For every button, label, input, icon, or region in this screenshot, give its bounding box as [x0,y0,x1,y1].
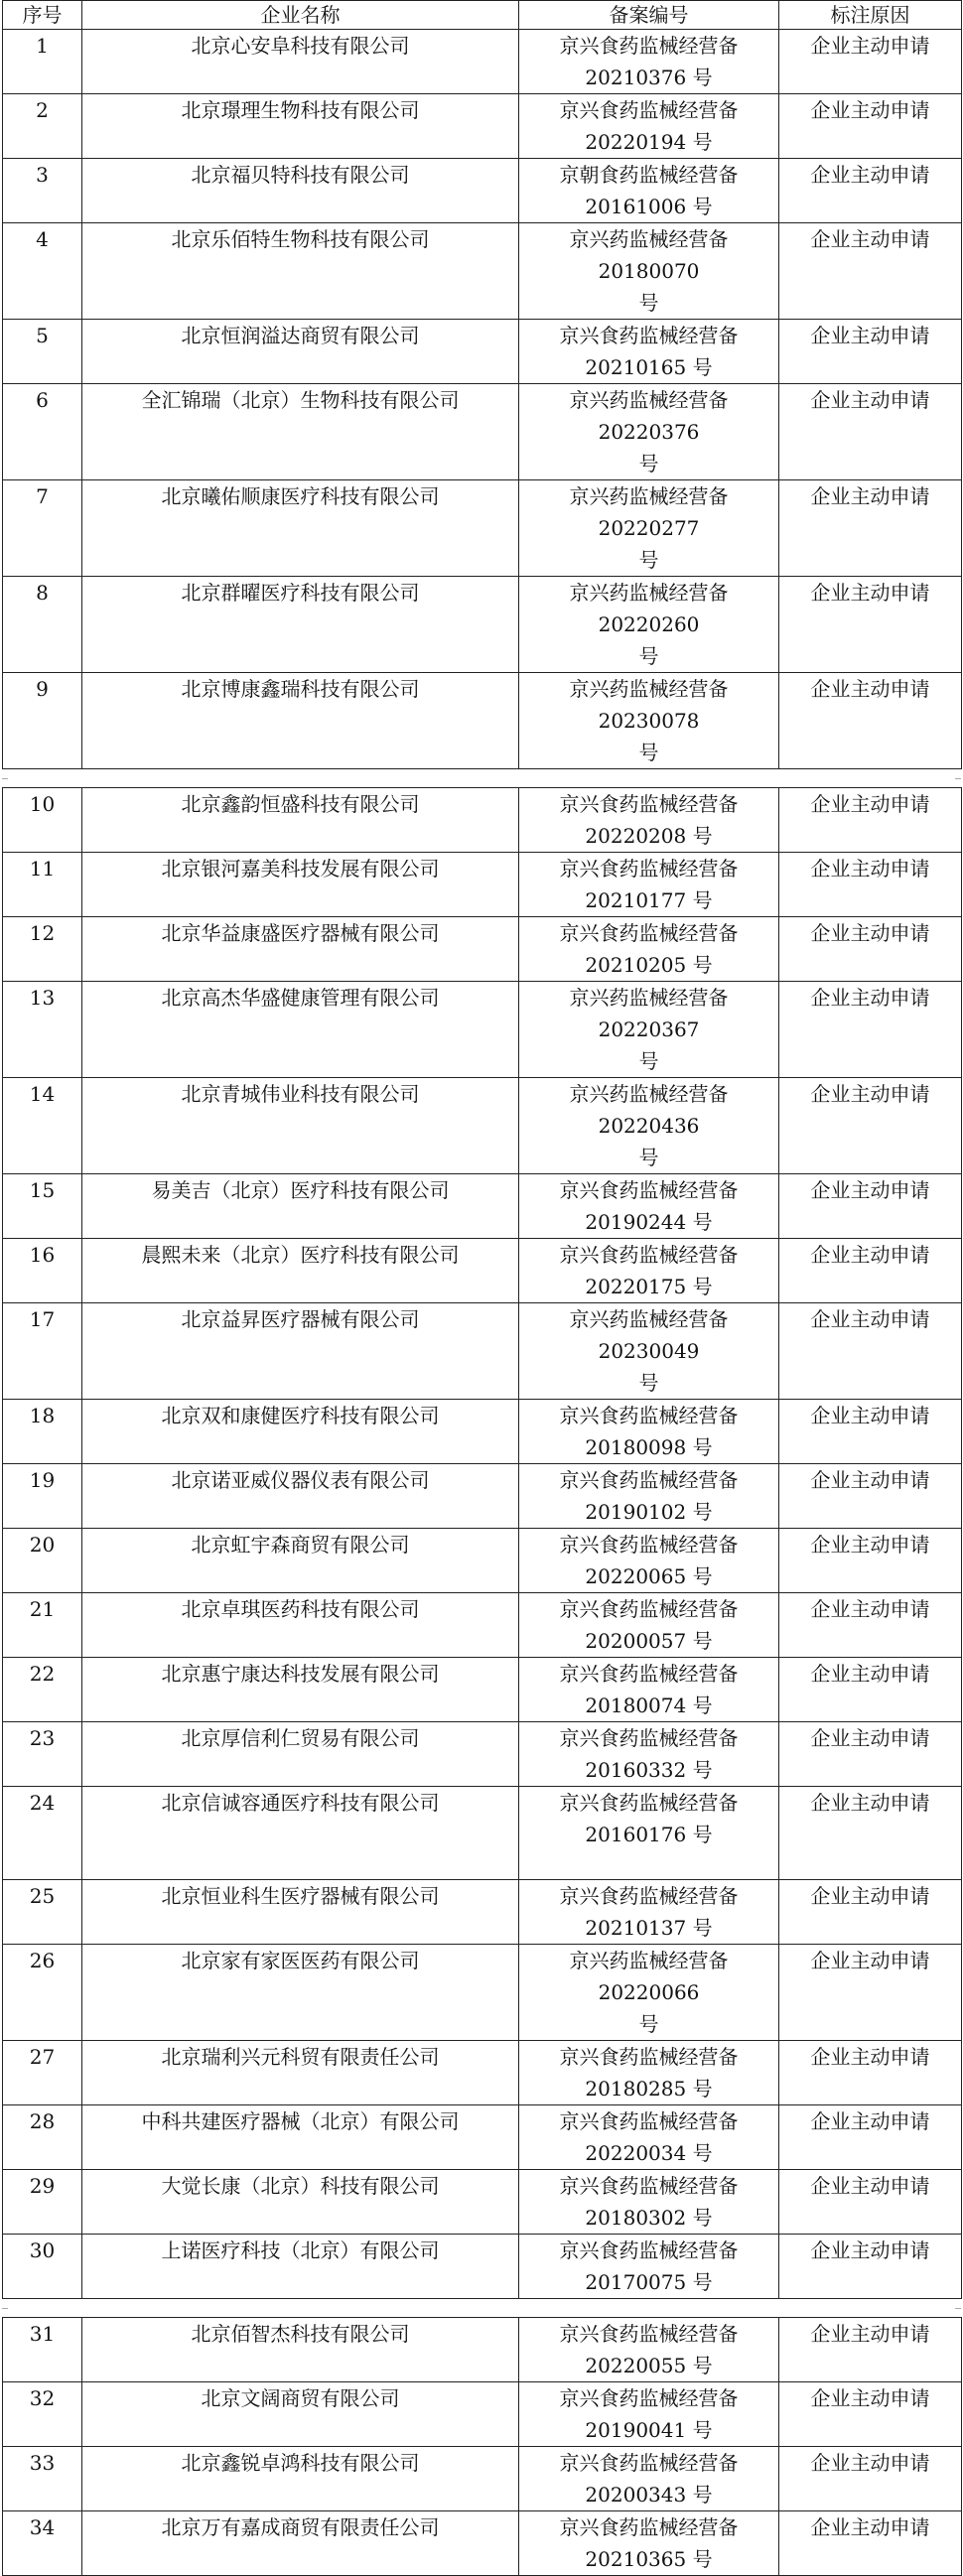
mark-reason: 企业主动申请 [779,2235,962,2299]
record-number: 京兴药监械经营备 20230049 号 [519,1303,779,1400]
mark-reason: 企业主动申请 [779,2382,962,2447]
table-row [3,320,962,384]
row-index: 34 [3,2511,82,2576]
row-index: 26 [3,1945,82,2041]
row-index: 7 [3,480,82,577]
table-row [3,2105,962,2170]
company-name: 北京博康鑫瑞科技有限公司 [82,673,519,769]
company-name: 中科共建医疗器械（北京）有限公司 [82,2105,519,2170]
record-number: 京兴食药监械经营备 20190244 号 [519,1174,779,1239]
record-number: 京兴食药监械经营备 20220065 号 [519,1529,779,1593]
table-row [3,853,962,917]
row-index: 24 [3,1787,82,1880]
row-index: 5 [3,320,82,384]
row-index: 31 [3,2318,82,2382]
record-number: 京兴食药监械经营备 20200057 号 [519,1593,779,1658]
mark-reason: 企业主动申请 [779,1880,962,1945]
mark-reason: 企业主动申请 [779,788,962,853]
table-row [3,2170,962,2235]
header-company-name: 企业名称 [82,1,519,30]
company-name: 北京厚信利仁贸易有限公司 [82,1722,519,1787]
record-number: 京兴食药监械经营备 20170075 号 [519,2235,779,2299]
table-block-2 [2,787,962,2299]
row-index: 30 [3,2235,82,2299]
row-index: 23 [3,1722,82,1787]
record-number: 京兴食药监械经营备 20210165 号 [519,320,779,384]
record-number: 京朝食药监械经营备 20161006 号 [519,159,779,223]
table-body [3,2318,962,2576]
table-row [3,917,962,982]
table-row [3,2447,962,2511]
mark-reason: 企业主动申请 [779,1239,962,1303]
record-number: 京兴食药监械经营备 20210205 号 [519,917,779,982]
mark-reason: 企业主动申请 [779,577,962,673]
table-row [3,673,962,769]
company-name: 北京信诚容通医疗科技有限公司 [82,1787,519,1880]
header-record-number: 备案编号 [519,1,779,30]
document [2,0,963,2576]
row-index: 25 [3,1880,82,1945]
table-row [3,223,962,320]
mark-reason: 企业主动申请 [779,2170,962,2235]
mark-reason: 企业主动申请 [779,1945,962,2041]
company-name: 易美吉（北京）医疗科技有限公司 [82,1174,519,1239]
table-row [3,2382,962,2447]
row-index: 14 [3,1078,82,1174]
row-index: 8 [3,577,82,673]
table-row [3,2318,962,2382]
company-name: 北京青城伟业科技有限公司 [82,1078,519,1174]
record-number: 京兴药监械经营备 20230078 号 [519,673,779,769]
company-name: 北京璟理生物科技有限公司 [82,94,519,159]
company-name: 全汇锦瑞（北京）生物科技有限公司 [82,384,519,480]
row-index: 19 [3,1464,82,1529]
company-name: 大觉长康（北京）科技有限公司 [82,2170,519,2235]
company-name: 北京银河嘉美科技发展有限公司 [82,853,519,917]
company-name: 北京益昇医疗器械有限公司 [82,1303,519,1400]
table-row [3,1174,962,1239]
record-number: 京兴食药监械经营备 20190041 号 [519,2382,779,2447]
table-row [3,30,962,94]
company-name: 北京瑞利兴元科贸有限责任公司 [82,2041,519,2105]
row-index: 11 [3,853,82,917]
row-index: 27 [3,2041,82,2105]
mark-reason: 企业主动申请 [779,982,962,1078]
mark-reason: 企业主动申请 [779,1722,962,1787]
header-index: 序号 [3,1,82,30]
record-number: 京兴食药监械经营备 20180285 号 [519,2041,779,2105]
table-row [3,1303,962,1400]
table-header-row [3,1,962,30]
record-number: 京兴药监械经营备 20220260 号 [519,577,779,673]
table-row [3,480,962,577]
table-row [3,1658,962,1722]
row-index: 10 [3,788,82,853]
row-index: 2 [3,94,82,159]
mark-reason: 企业主动申请 [779,853,962,917]
page-corner-mark [955,778,961,779]
company-name: 北京家有家医医药有限公司 [82,1945,519,2041]
record-number: 京兴食药监械经营备 20220175 号 [519,1239,779,1303]
mark-reason: 企业主动申请 [779,2447,962,2511]
page-corner-mark [2,778,8,779]
record-number: 京兴药监械经营备 20220436 号 [519,1078,779,1174]
row-index: 12 [3,917,82,982]
table-row [3,1787,962,1880]
company-name: 晨熙未来（北京）医疗科技有限公司 [82,1239,519,1303]
table-row [3,982,962,1078]
mark-reason: 企业主动申请 [779,1464,962,1529]
row-index: 28 [3,2105,82,2170]
mark-reason: 企业主动申请 [779,1174,962,1239]
company-name: 北京鑫韵恒盛科技有限公司 [82,788,519,853]
table-row [3,2041,962,2105]
record-number: 京兴食药监械经营备 20160176 号 [519,1787,779,1880]
table-row [3,159,962,223]
row-index: 9 [3,673,82,769]
table-row [3,1078,962,1174]
row-index: 4 [3,223,82,320]
company-name: 北京卓琪医药科技有限公司 [82,1593,519,1658]
mark-reason: 企业主动申请 [779,917,962,982]
record-number: 京兴食药监械经营备 20220194 号 [519,94,779,159]
mark-reason: 企业主动申请 [779,223,962,320]
row-index: 15 [3,1174,82,1239]
row-index: 33 [3,2447,82,2511]
record-number: 京兴食药监械经营备 20160332 号 [519,1722,779,1787]
record-number: 京兴食药监械经营备 20220034 号 [519,2105,779,2170]
record-number: 京兴食药监械经营备 20200343 号 [519,2447,779,2511]
mark-reason: 企业主动申请 [779,2318,962,2382]
mark-reason: 企业主动申请 [779,1400,962,1464]
record-number: 京兴食药监械经营备 20190102 号 [519,1464,779,1529]
row-index: 22 [3,1658,82,1722]
table-row [3,1945,962,2041]
mark-reason: 企业主动申请 [779,94,962,159]
mark-reason: 企业主动申请 [779,2105,962,2170]
record-number: 京兴药监械经营备 20220277 号 [519,480,779,577]
record-number: 京兴食药监械经营备 20220208 号 [519,788,779,853]
row-index: 20 [3,1529,82,1593]
company-name: 北京华益康盛医疗器械有限公司 [82,917,519,982]
page-break [2,769,963,787]
mark-reason: 企业主动申请 [779,30,962,94]
table-row [3,1529,962,1593]
table-row [3,384,962,480]
company-name: 北京诺亚威仪器仪表有限公司 [82,1464,519,1529]
mark-reason: 企业主动申请 [779,1078,962,1174]
row-index: 18 [3,1400,82,1464]
mark-reason: 企业主动申请 [779,1303,962,1400]
mark-reason: 企业主动申请 [779,480,962,577]
header-reason: 标注原因 [779,1,962,30]
table-row [3,1239,962,1303]
page-break [2,2299,963,2317]
table-row [3,1722,962,1787]
table-row [3,1593,962,1658]
row-index: 16 [3,1239,82,1303]
table-row [3,1400,962,1464]
company-name: 北京鑫锐卓鸿科技有限公司 [82,2447,519,2511]
record-number: 京兴药监械经营备 20220376 号 [519,384,779,480]
record-number: 京兴食药监械经营备 20220055 号 [519,2318,779,2382]
table-row [3,1464,962,1529]
mark-reason: 企业主动申请 [779,1658,962,1722]
table-block-3 [2,2317,962,2576]
record-number: 京兴药监械经营备 20220066 号 [519,1945,779,2041]
company-name: 北京佰智杰科技有限公司 [82,2318,519,2382]
table-row [3,788,962,853]
row-index: 13 [3,982,82,1078]
record-number: 京兴食药监械经营备 20210177 号 [519,853,779,917]
company-name: 北京高杰华盛健康管理有限公司 [82,982,519,1078]
company-name: 北京万有嘉成商贸有限责任公司 [82,2511,519,2576]
table-body [3,30,962,769]
page-corner-mark [955,2308,961,2309]
company-name: 北京恒业科生医疗器械有限公司 [82,1880,519,1945]
table-row [3,2511,962,2576]
row-index: 6 [3,384,82,480]
table-row [3,1880,962,1945]
company-name: 上诺医疗科技（北京）有限公司 [82,2235,519,2299]
mark-reason: 企业主动申请 [779,2511,962,2576]
record-number: 京兴食药监械经营备 20210376 号 [519,30,779,94]
company-name: 北京文阔商贸有限公司 [82,2382,519,2447]
company-name: 北京虹宇森商贸有限公司 [82,1529,519,1593]
mark-reason: 企业主动申请 [779,320,962,384]
row-index: 21 [3,1593,82,1658]
mark-reason: 企业主动申请 [779,1787,962,1880]
record-number: 京兴食药监械经营备 20210365 号 [519,2511,779,2576]
row-index: 1 [3,30,82,94]
record-number: 京兴药监械经营备 20180070 号 [519,223,779,320]
company-name: 北京乐佰特生物科技有限公司 [82,223,519,320]
company-name: 北京恒润溢达商贸有限公司 [82,320,519,384]
record-number: 京兴食药监械经营备 20180098 号 [519,1400,779,1464]
record-number: 京兴药监械经营备 20220367 号 [519,982,779,1078]
record-number: 京兴食药监械经营备 20180074 号 [519,1658,779,1722]
table-block-1 [2,0,962,769]
company-name: 北京群曜医疗科技有限公司 [82,577,519,673]
company-name: 北京福贝特科技有限公司 [82,159,519,223]
record-number: 京兴食药监械经营备 20180302 号 [519,2170,779,2235]
table-row [3,577,962,673]
mark-reason: 企业主动申请 [779,159,962,223]
mark-reason: 企业主动申请 [779,1593,962,1658]
mark-reason: 企业主动申请 [779,673,962,769]
company-name: 北京曦佑顺康医疗科技有限公司 [82,480,519,577]
company-name: 北京双和康健医疗科技有限公司 [82,1400,519,1464]
company-name: 北京惠宁康达科技发展有限公司 [82,1658,519,1722]
row-index: 32 [3,2382,82,2447]
row-index: 29 [3,2170,82,2235]
table-row [3,94,962,159]
mark-reason: 企业主动申请 [779,1529,962,1593]
company-name: 北京心安阜科技有限公司 [82,30,519,94]
mark-reason: 企业主动申请 [779,2041,962,2105]
row-index: 17 [3,1303,82,1400]
record-number: 京兴食药监械经营备 20210137 号 [519,1880,779,1945]
table-body [3,788,962,2299]
table-row [3,2235,962,2299]
mark-reason: 企业主动申请 [779,384,962,480]
row-index: 3 [3,159,82,223]
page-corner-mark [2,2308,8,2309]
